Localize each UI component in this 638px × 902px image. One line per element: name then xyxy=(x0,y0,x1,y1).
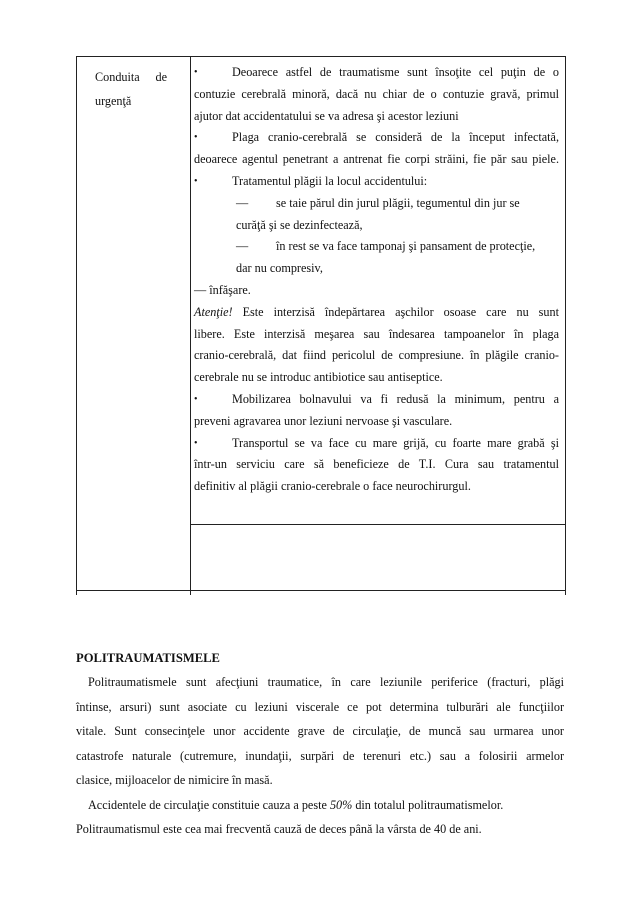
paragraph-line: Accidentele de circulaţie constituie cauza a peste 50% din totalul politraumatismelor. xyxy=(88,797,504,812)
text-line: cerebrale nu se introduc antibiotice sau antiseptice. xyxy=(194,370,443,385)
paragraph-line: clasice, mijloacelor de nimicire în masă. xyxy=(76,773,273,787)
text-line: ajutor dat accidentatului se va adresa şi acestor leziuni xyxy=(194,108,459,123)
bullet-line xyxy=(194,433,559,455)
bullet-line xyxy=(194,62,559,84)
bullet-icon: • xyxy=(194,393,198,405)
text-line: libere. Este interzisă meşarea sau îndesarea tampoanelor în plaga xyxy=(194,326,559,341)
text-line: contuzie cerebrală minoră, dacă nu chiar de o contuzie gravă, primul xyxy=(194,86,559,101)
paragraph-line: catastrofe naturale (cutremure, inundaţii, surpări de terenuri etc.) sau a folosirii armelor xyxy=(76,748,564,763)
dash-marker: — xyxy=(236,195,249,210)
bullet-text: Mobilizarea bolnavului va fi redusă la minimum, pentru a xyxy=(232,391,559,406)
dash-marker: — xyxy=(236,239,249,254)
text-line: într-un serviciu care să beneficieze de T.I. Cura sau tratamentul xyxy=(194,457,559,472)
left-cell-word: de xyxy=(155,70,167,84)
dash-item xyxy=(194,193,559,215)
row-divider xyxy=(190,524,565,525)
text-line: definitiv al plăgii cranio-cerebrale o face neurochirurgul. xyxy=(194,479,471,494)
dash-text: se taie părul din jurul plăgii, tegumentul din jur se xyxy=(276,195,520,210)
table-right-cell xyxy=(194,62,559,498)
dash-text: în rest se va face tamponaj şi pansament de protecţie, xyxy=(276,239,536,254)
bullet-line xyxy=(194,127,559,149)
bullet-icon: • xyxy=(194,67,198,78)
column-divider xyxy=(190,57,191,595)
attention-text: Este interzisă îndepărtarea aşchilor osoase care nu sunt xyxy=(232,304,559,319)
section-paragraph xyxy=(76,670,564,842)
paragraph-line: Politraumatismele sunt afecţiuni traumatice, în care leziunile periferice (fracturi, plăgi xyxy=(88,675,564,689)
text-line: — înfăşare. xyxy=(194,282,251,297)
text-line: preveni agravarea unor leziuni nervoase şi vasculare. xyxy=(194,413,453,428)
bullet-text: Plaga cranio-cerebrală se consideră de la început infectată, xyxy=(232,130,559,145)
text-line: cranio-cerebrală, dat fiind pericolul de compresiune. în plăgile cranio- xyxy=(194,348,559,363)
emergency-table xyxy=(76,56,566,595)
bullet-text: Transportul se va face cu mare grijă, cu foarte mare grabă şi xyxy=(232,435,559,450)
left-cell-line-2: urgenţă xyxy=(95,94,132,108)
bullet-icon: • xyxy=(194,175,198,187)
left-cell-word: Conduita xyxy=(95,70,140,84)
text-line: deoarece agentul penetrant a antrenat fie corpi străini, fie păr sau piele. xyxy=(194,152,559,167)
bullet-line xyxy=(194,389,559,411)
politraumatisme-section xyxy=(76,646,564,842)
percentage-text: 50% xyxy=(329,797,353,812)
section-heading: POLITRAUMATISMELE xyxy=(76,651,220,665)
table-left-cell xyxy=(95,65,185,113)
bullet-text: Tratamentul plăgii la locul accidentului: xyxy=(232,173,428,188)
indented-line: curăţă şi se dezinfectează, xyxy=(236,217,363,232)
paragraph-line: întinse, arsuri) sunt asociate cu leziuni viscerale ce pot determina tulburări ale funcţiilor xyxy=(76,699,564,714)
table-bottom-line xyxy=(77,590,565,591)
bullet-icon: • xyxy=(194,132,198,144)
attention-line xyxy=(194,302,559,324)
paragraph-line: Politraumatismul este cea mai frecventă cauză de deces până la vârsta de 40 de ani. xyxy=(76,822,482,836)
bullet-icon: • xyxy=(194,437,198,449)
dash-item xyxy=(194,236,559,258)
bullet-line xyxy=(194,171,559,193)
left-cell-line-1 xyxy=(95,65,167,89)
paragraph-line: vitale. Sunt consecinţele unor accidente grave de circulaţie, de muncă sau urmarea unor xyxy=(76,724,564,738)
attention-label: Atenţie! xyxy=(194,304,233,319)
indented-line: dar nu compresiv, xyxy=(236,261,323,276)
bullet-text: Deoarece astfel de traumatisme sunt însoţite cel puţin de o xyxy=(232,65,559,79)
